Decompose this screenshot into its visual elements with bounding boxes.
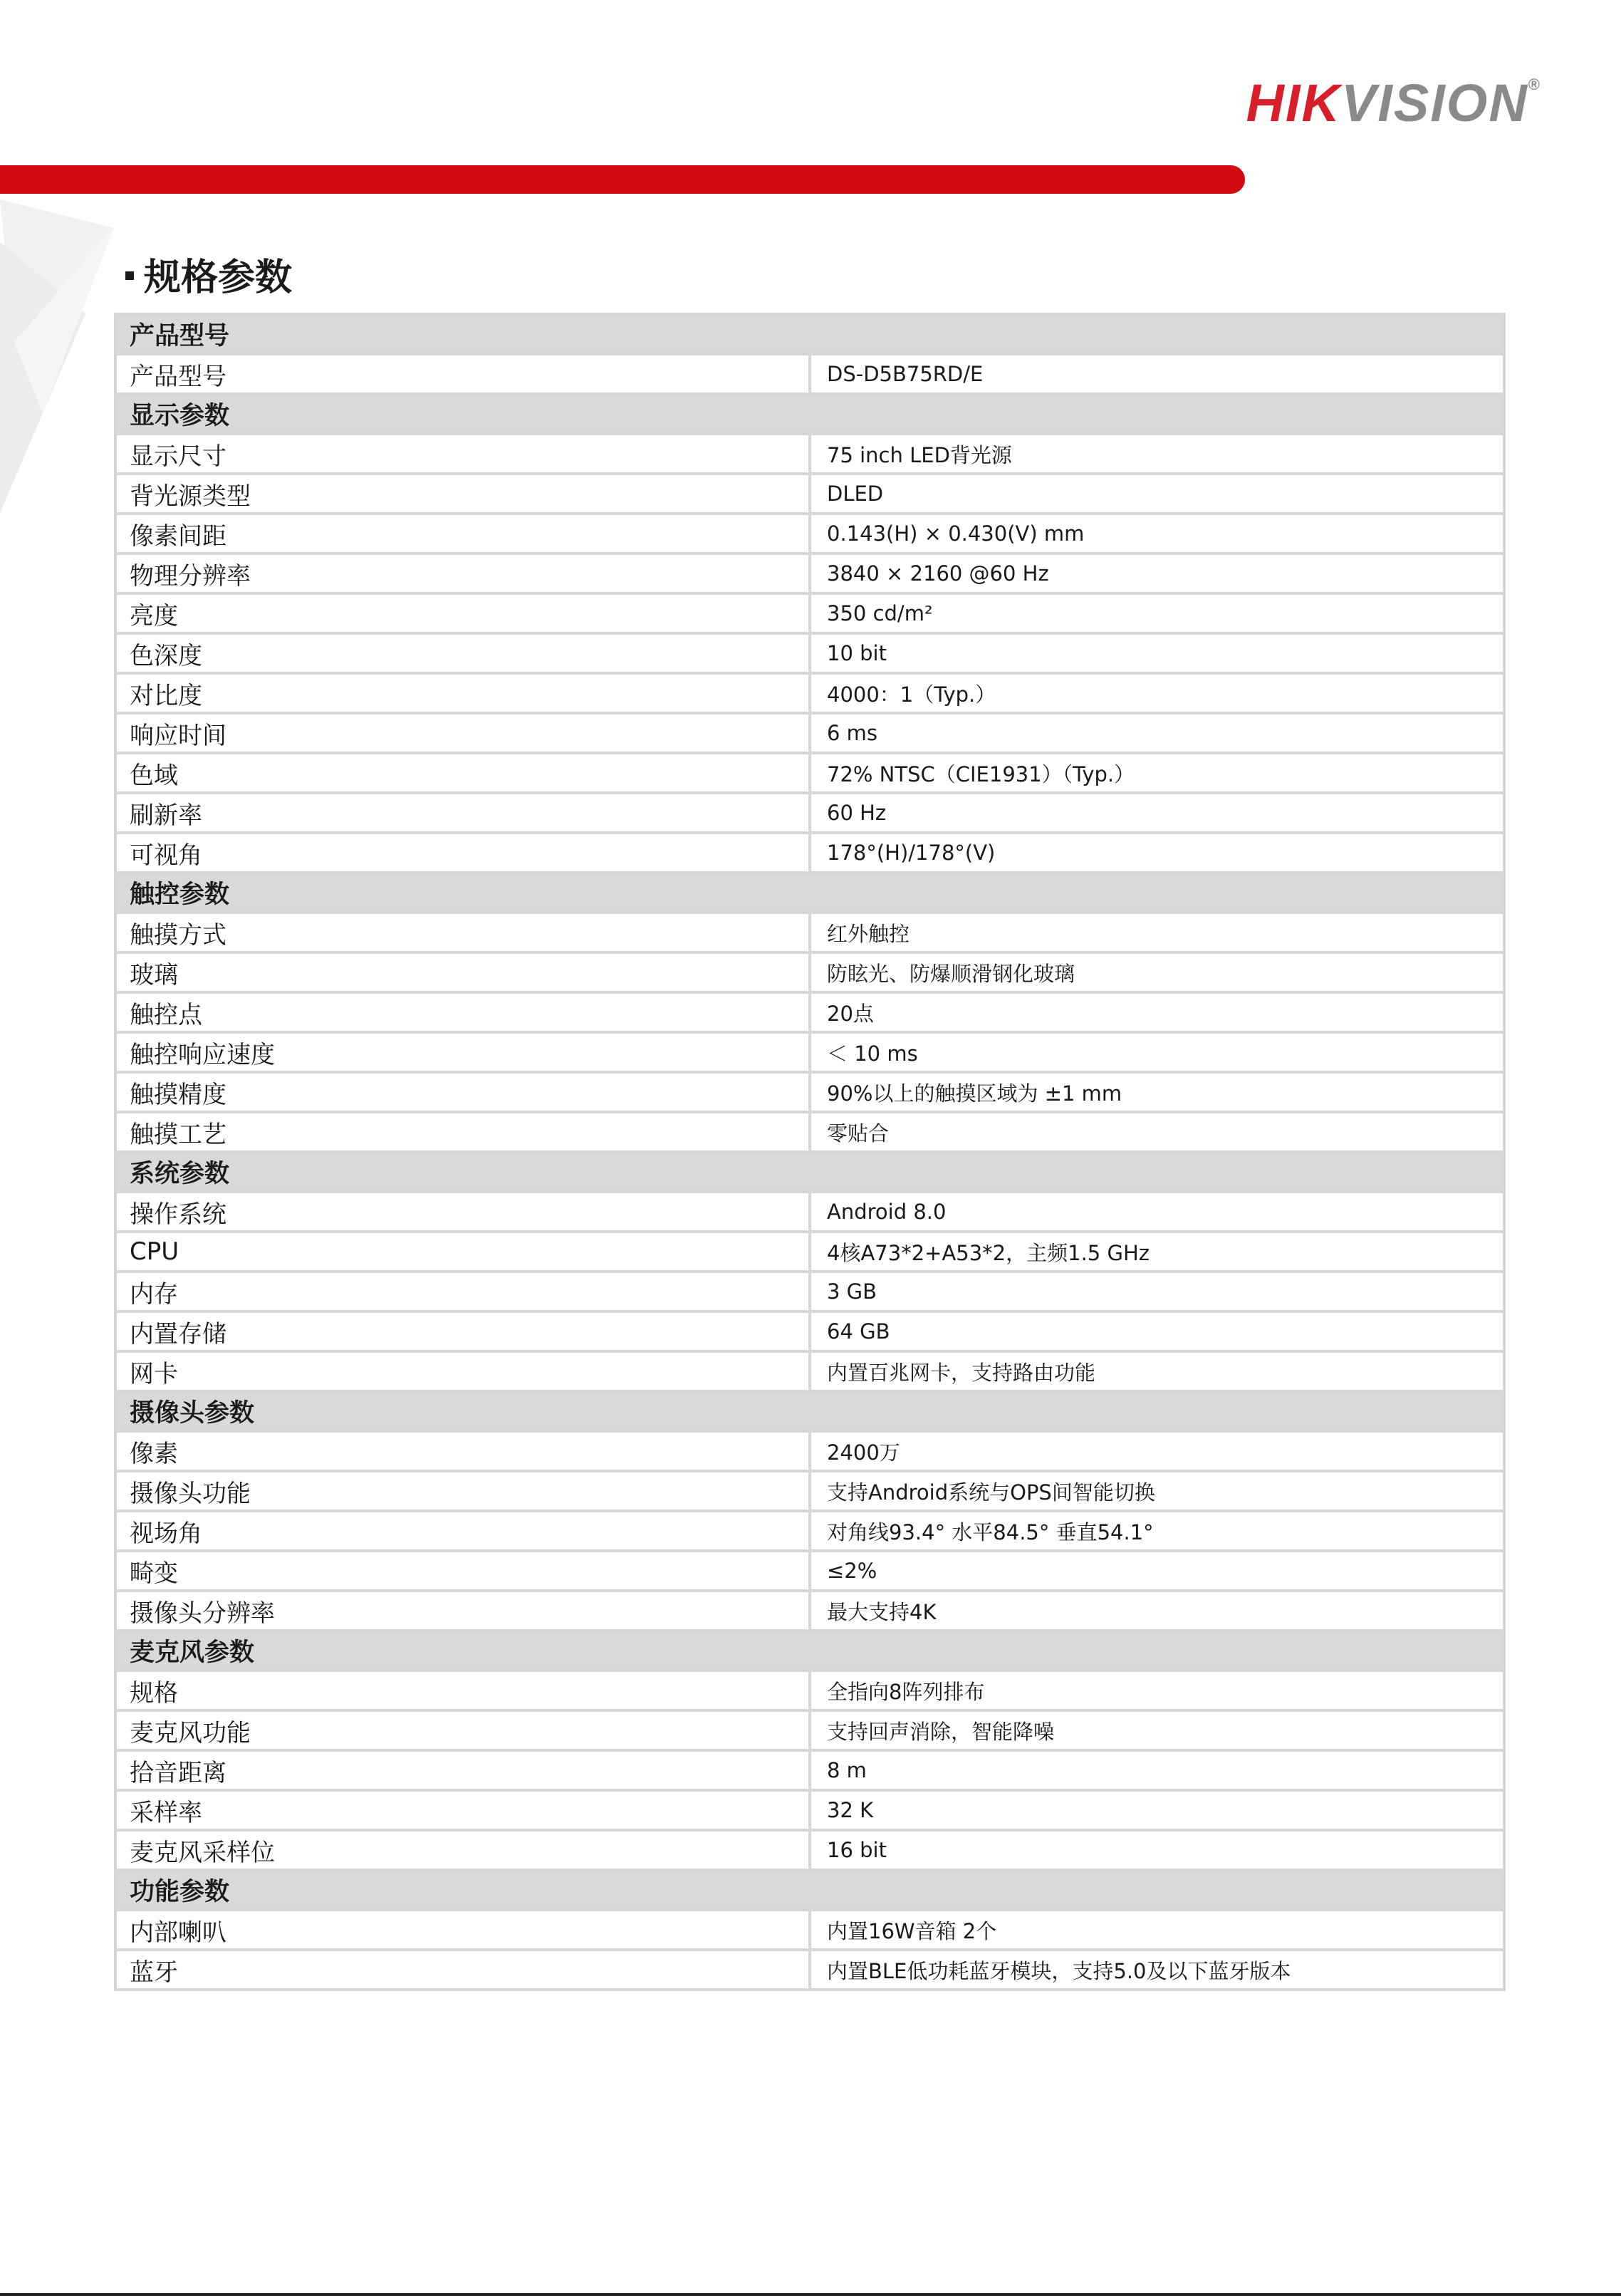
spec-value: 0.143(H) × 0.430(V) mm bbox=[810, 514, 1504, 554]
group-header-row bbox=[115, 873, 1504, 913]
spec-value: 10 bit bbox=[810, 633, 1504, 673]
spec-row bbox=[115, 833, 1504, 873]
spec-value: 3 GB bbox=[810, 1272, 1504, 1311]
spec-row bbox=[115, 1830, 1504, 1870]
spec-row bbox=[115, 1272, 1504, 1311]
page-title-text: 规格参数 bbox=[144, 256, 293, 299]
spec-value: Android 8.0 bbox=[810, 1192, 1504, 1232]
spec-value: 3840 × 2160 @60 Hz bbox=[810, 554, 1504, 593]
group-title: 显示参数 bbox=[115, 394, 1504, 434]
spec-label: 网卡 bbox=[115, 1351, 810, 1391]
spec-label: 对比度 bbox=[115, 673, 810, 713]
group-header-row bbox=[115, 1870, 1504, 1910]
spec-label: 麦克风功能 bbox=[115, 1710, 810, 1750]
group-title: 摄像头参数 bbox=[115, 1391, 1504, 1431]
spec-label: 触摸工艺 bbox=[115, 1112, 810, 1152]
spec-row bbox=[115, 753, 1504, 793]
spec-value: 对角线93.4° 水平84.5° 垂直54.1° bbox=[810, 1511, 1504, 1551]
spec-row bbox=[115, 1750, 1504, 1790]
spec-label: 内部喇叭 bbox=[115, 1910, 810, 1950]
logo-vision-text: VISION bbox=[1340, 73, 1528, 133]
spec-value: 内置百兆网卡，支持路由功能 bbox=[810, 1351, 1504, 1391]
group-title: 功能参数 bbox=[115, 1870, 1504, 1910]
header-red-bar bbox=[0, 165, 1245, 194]
spec-label: 蓝牙 bbox=[115, 1950, 810, 1990]
spec-value: 72% NTSC（CIE1931）（Typ.） bbox=[810, 753, 1504, 793]
spec-label: 操作系统 bbox=[115, 1192, 810, 1232]
spec-value: 8 m bbox=[810, 1750, 1504, 1790]
spec-label: 规格 bbox=[115, 1671, 810, 1710]
spec-row bbox=[115, 633, 1504, 673]
group-header-row bbox=[115, 1631, 1504, 1671]
title-bullet bbox=[125, 271, 134, 280]
spec-row bbox=[115, 952, 1504, 992]
spec-value: 2400万 bbox=[810, 1431, 1504, 1471]
spec-row bbox=[115, 1311, 1504, 1351]
spec-label: 视场角 bbox=[115, 1511, 810, 1551]
spec-row bbox=[115, 1950, 1504, 1990]
spec-label: 显示尺寸 bbox=[115, 434, 810, 474]
spec-value: 4核A73*2+A53*2，主频1.5 GHz bbox=[810, 1232, 1504, 1272]
spec-value: 红外触控 bbox=[810, 913, 1504, 952]
spec-row bbox=[115, 1790, 1504, 1830]
spec-value: 60 Hz bbox=[810, 793, 1504, 833]
spec-label: 响应时间 bbox=[115, 713, 810, 753]
spec-row bbox=[115, 1232, 1504, 1272]
spec-value: 全指向8阵列排布 bbox=[810, 1671, 1504, 1710]
spec-label: 像素 bbox=[115, 1431, 810, 1471]
page-title bbox=[125, 256, 293, 299]
spec-value: 支持回声消除，智能降噪 bbox=[810, 1710, 1504, 1750]
spec-row bbox=[115, 1511, 1504, 1551]
spec-value: 6 ms bbox=[810, 713, 1504, 753]
spec-value: 178°(H)/178°(V) bbox=[810, 833, 1504, 873]
spec-label: 麦克风采样位 bbox=[115, 1830, 810, 1870]
footer-line bbox=[0, 2293, 1621, 2296]
spec-label: 产品型号 bbox=[115, 354, 810, 394]
spec-row bbox=[115, 713, 1504, 753]
hikvision-logo bbox=[1246, 73, 1541, 133]
spec-value: ≤2% bbox=[810, 1551, 1504, 1591]
spec-row bbox=[115, 793, 1504, 833]
spec-row bbox=[115, 1671, 1504, 1710]
spec-value: 16 bit bbox=[810, 1830, 1504, 1870]
group-title: 系统参数 bbox=[115, 1152, 1504, 1192]
spec-value: 64 GB bbox=[810, 1311, 1504, 1351]
spec-row bbox=[115, 1072, 1504, 1112]
spec-value: 零贴合 bbox=[810, 1112, 1504, 1152]
spec-value: 支持Android系统与OPS间智能切换 bbox=[810, 1471, 1504, 1511]
spec-value: 90%以上的触摸区域为 ±1 mm bbox=[810, 1072, 1504, 1112]
spec-value: 75 inch LED背光源 bbox=[810, 434, 1504, 474]
group-title: 触控参数 bbox=[115, 873, 1504, 913]
spec-label: 触摸方式 bbox=[115, 913, 810, 952]
spec-label: 触控响应速度 bbox=[115, 1032, 810, 1072]
spec-row bbox=[115, 434, 1504, 474]
spec-label: 像素间距 bbox=[115, 514, 810, 554]
spec-row bbox=[115, 1910, 1504, 1950]
spec-row bbox=[115, 354, 1504, 394]
spec-row bbox=[115, 673, 1504, 713]
spec-row bbox=[115, 1591, 1504, 1631]
spec-value: DS-D5B75RD/E bbox=[810, 354, 1504, 394]
spec-value: 内置16W音箱 2个 bbox=[810, 1910, 1504, 1950]
spec-value: DLED bbox=[810, 474, 1504, 514]
spec-label: 采样率 bbox=[115, 1790, 810, 1830]
group-header-row bbox=[115, 1152, 1504, 1192]
spec-value: 防眩光、防爆顺滑钢化玻璃 bbox=[810, 952, 1504, 992]
spec-row bbox=[115, 554, 1504, 593]
spec-value: 32 K bbox=[810, 1790, 1504, 1830]
spec-label: 畸变 bbox=[115, 1551, 810, 1591]
spec-label: CPU bbox=[115, 1232, 810, 1272]
group-header-row bbox=[115, 314, 1504, 354]
spec-row bbox=[115, 1471, 1504, 1511]
spec-row bbox=[115, 913, 1504, 952]
spec-row bbox=[115, 593, 1504, 633]
spec-row bbox=[115, 1112, 1504, 1152]
spec-value: 内置BLE低功耗蓝牙模块，支持5.0及以下蓝牙版本 bbox=[810, 1950, 1504, 1990]
spec-label: 色深度 bbox=[115, 633, 810, 673]
spec-row bbox=[115, 1351, 1504, 1391]
spec-row bbox=[115, 1431, 1504, 1471]
spec-value: 350 cd/m² bbox=[810, 593, 1504, 633]
decorative-triangles bbox=[0, 199, 121, 513]
spec-row bbox=[115, 992, 1504, 1032]
spec-value: 20点 bbox=[810, 992, 1504, 1032]
spec-table bbox=[114, 313, 1506, 1991]
spec-value: 4000：1（Typ.） bbox=[810, 673, 1504, 713]
group-title: 麦克风参数 bbox=[115, 1631, 1504, 1671]
spec-label: 背光源类型 bbox=[115, 474, 810, 514]
spec-label: 可视角 bbox=[115, 833, 810, 873]
logo-hik-text: HIK bbox=[1246, 73, 1341, 133]
spec-value: ＜ 10 ms bbox=[810, 1032, 1504, 1072]
spec-value: 最大支持4K bbox=[810, 1591, 1504, 1631]
spec-label: 触控点 bbox=[115, 992, 810, 1032]
spec-label: 内存 bbox=[115, 1272, 810, 1311]
spec-row bbox=[115, 1710, 1504, 1750]
spec-label: 拾音距离 bbox=[115, 1750, 810, 1790]
spec-row bbox=[115, 1032, 1504, 1072]
spec-table-body bbox=[115, 314, 1504, 1990]
spec-label: 物理分辨率 bbox=[115, 554, 810, 593]
spec-label: 刷新率 bbox=[115, 793, 810, 833]
spec-label: 触摸精度 bbox=[115, 1072, 810, 1112]
group-header-row bbox=[115, 394, 1504, 434]
spec-label: 色域 bbox=[115, 753, 810, 793]
registered-mark-icon: ® bbox=[1528, 76, 1541, 93]
group-title: 产品型号 bbox=[115, 314, 1504, 354]
spec-row bbox=[115, 514, 1504, 554]
spec-label: 内置存储 bbox=[115, 1311, 810, 1351]
spec-row bbox=[115, 1551, 1504, 1591]
spec-row bbox=[115, 474, 1504, 514]
group-header-row bbox=[115, 1391, 1504, 1431]
spec-label: 玻璃 bbox=[115, 952, 810, 992]
spec-row bbox=[115, 1192, 1504, 1232]
spec-label: 摄像头功能 bbox=[115, 1471, 810, 1511]
spec-label: 亮度 bbox=[115, 593, 810, 633]
spec-label: 摄像头分辨率 bbox=[115, 1591, 810, 1631]
